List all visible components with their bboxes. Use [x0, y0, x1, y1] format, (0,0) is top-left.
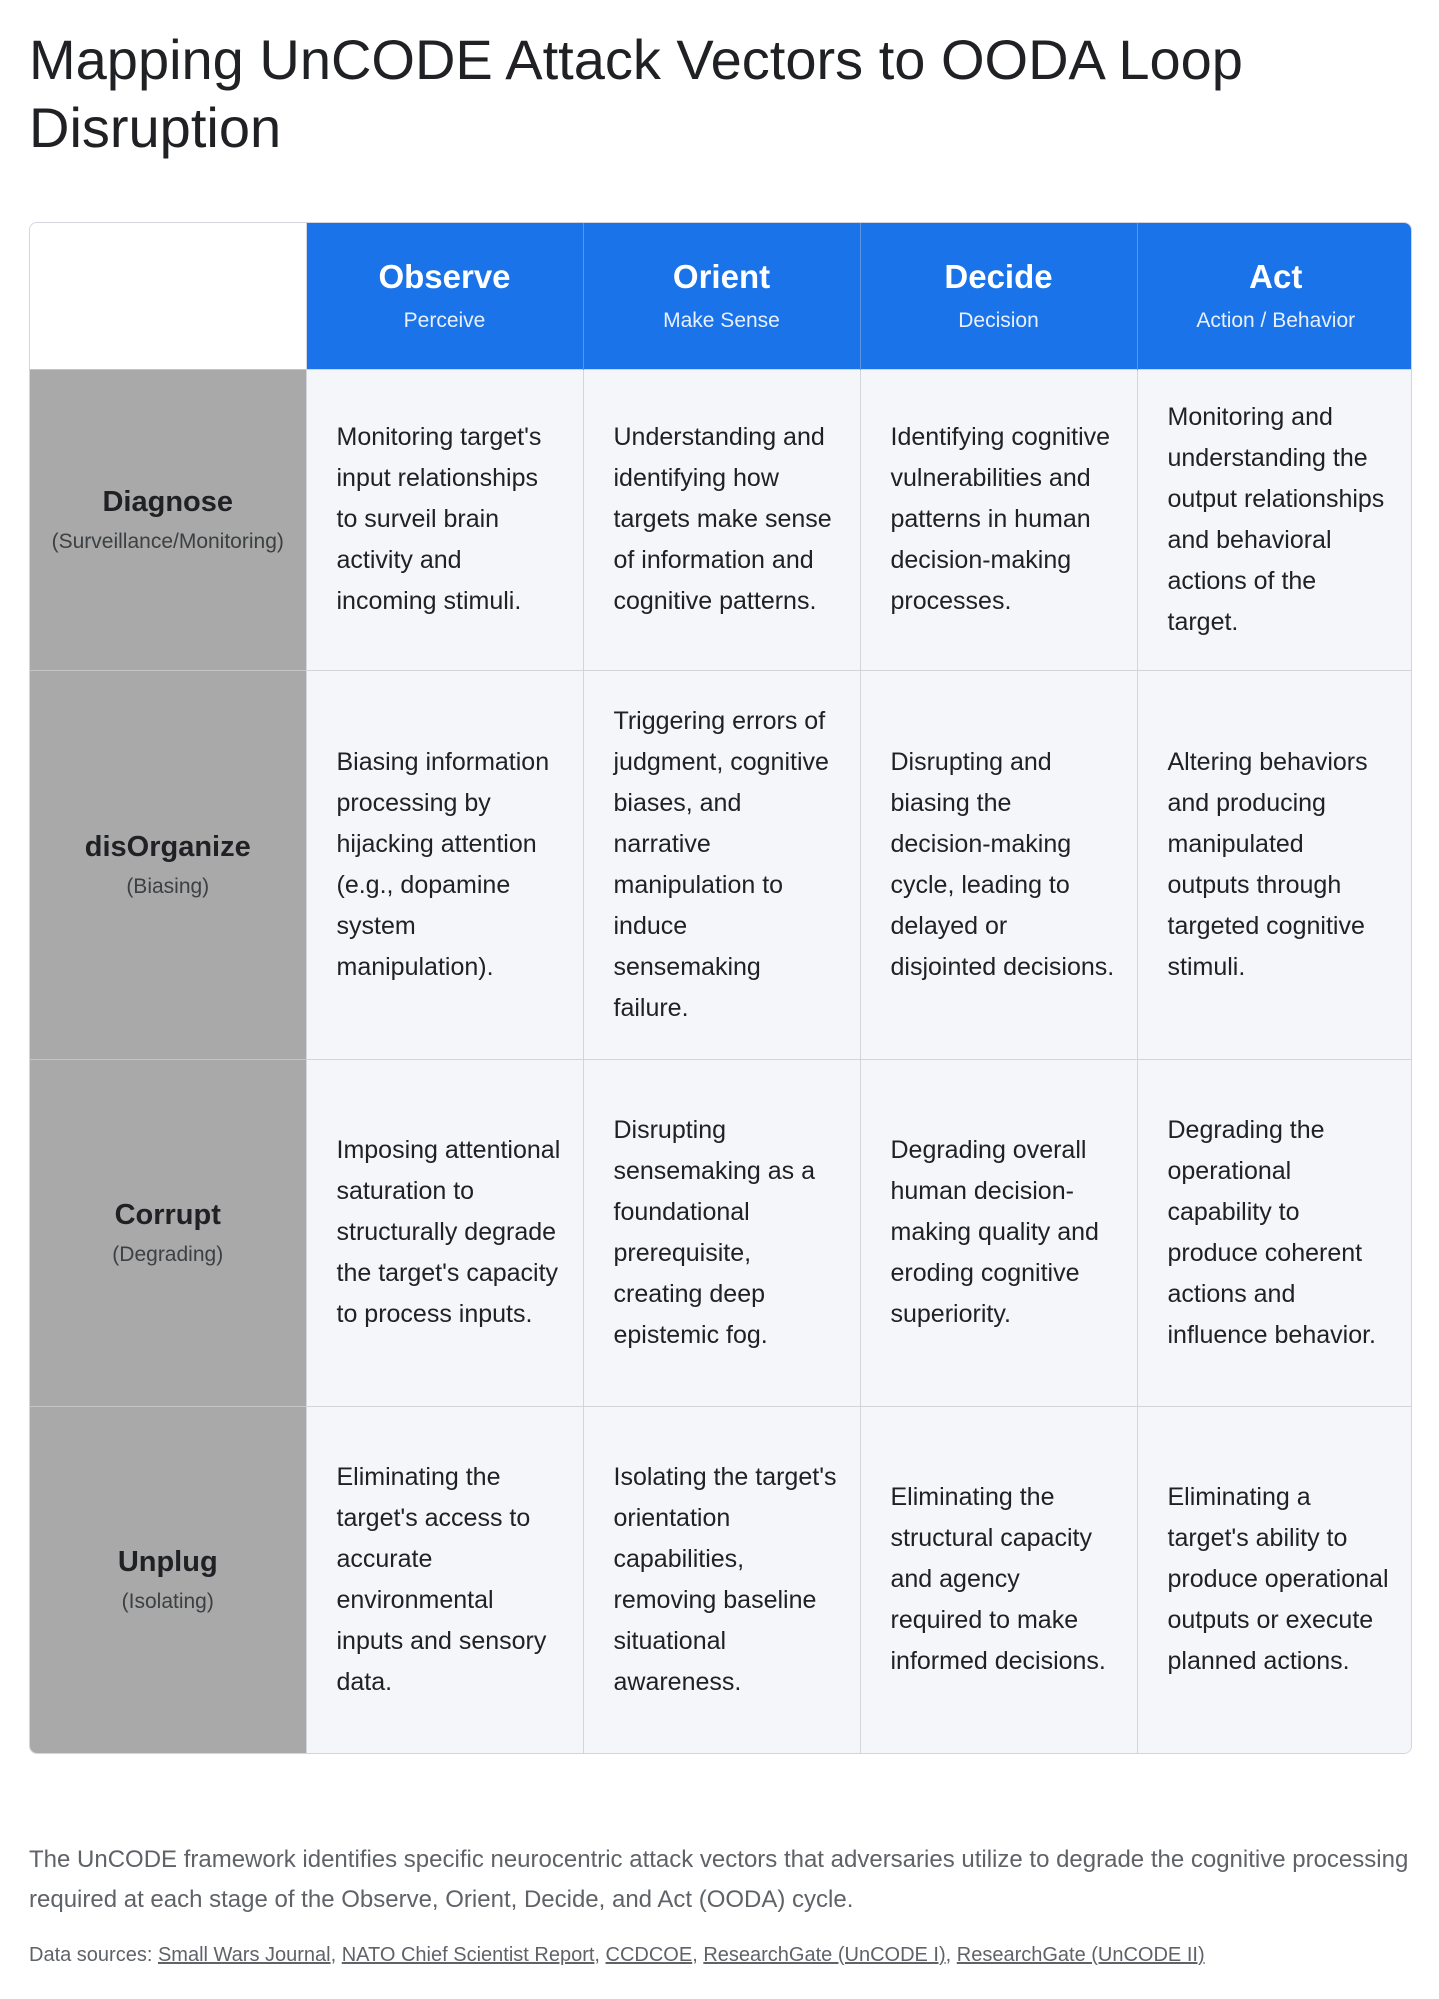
column-header-decide	[860, 223, 1137, 369]
column-header-name: Act	[1249, 257, 1303, 295]
column-header-subtitle: Perceive	[403, 308, 486, 332]
table-row-diagnose	[30, 369, 1412, 670]
column-header-subtitle: Action / Behavior	[1196, 308, 1356, 332]
table-row-corrupt	[30, 1059, 1412, 1406]
column-header-orient	[583, 223, 860, 369]
mapping-grid	[30, 223, 1412, 1753]
table-cell: Degrading overall human decision-making quality and eroding cognitive superiority.	[860, 1059, 1137, 1406]
table-cell: Imposing attentional saturation to structurally degrade the target's capacity to process inputs.	[306, 1059, 583, 1406]
column-header-subtitle: Decision	[958, 308, 1039, 332]
row-header-subtitle: (Degrading)	[112, 1242, 224, 1266]
corner-cell	[30, 223, 306, 369]
row-header-name: Unplug	[117, 1545, 218, 1578]
source-link-nato-report[interactable]: NATO Chief Scientist Report	[341, 1944, 595, 1966]
table-cell: Monitoring target's input relationships to surveil brain activity and incoming stimuli.	[306, 369, 583, 670]
row-header-subtitle: (Biasing)	[126, 874, 210, 898]
table-cell: Monitoring and understanding the output relationships and behavioral actions of the target.	[1137, 369, 1412, 670]
table-cell: Eliminating the structural capacity and agency required to make informed decisions.	[860, 1406, 1137, 1753]
row-header-disorganize	[30, 670, 306, 1059]
row-header-name: Corrupt	[114, 1198, 221, 1231]
table-row-unplug	[30, 1406, 1412, 1753]
table-cell: Identifying cognitive vulnerabilities and patterns in human decision-making processes.	[860, 369, 1137, 670]
sources-separator: ,	[330, 1944, 342, 1966]
table-cell: Degrading the operational capability to produce coherent actions and influence behavior.	[1137, 1059, 1412, 1406]
column-header-act	[1137, 223, 1412, 369]
column-header-name: Decide	[944, 257, 1053, 295]
row-header-name: disOrganize	[84, 830, 251, 863]
table-cell: Altering behaviors and producing manipulated outputs through targeted cognitive stimuli.	[1137, 670, 1412, 1059]
source-link-researchgate-uncode-2[interactable]: ResearchGate (UnCODE II)	[956, 1944, 1205, 1966]
table-row-disorganize	[30, 670, 1412, 1059]
sources-label: Data sources:	[29, 1944, 158, 1966]
row-header-subtitle: (Surveillance/Monitoring)	[51, 529, 284, 553]
sources-separator: ,	[594, 1944, 606, 1966]
table-cell: Disrupting and biasing the decision-making cycle, leading to delayed or disjointed decisions.	[860, 670, 1137, 1059]
column-header-name: Observe	[378, 257, 511, 295]
column-header-observe	[306, 223, 583, 369]
source-link-ccdcoe[interactable]: CCDCOE	[605, 1944, 693, 1966]
column-header-name: Orient	[672, 257, 771, 295]
attack-vector-table	[29, 222, 1412, 1754]
row-header-diagnose	[30, 369, 306, 670]
page-title: Mapping UnCODE Attack Vectors to OODA Loop Disruption	[29, 28, 1243, 159]
source-link-small-wars-journal[interactable]: Small Wars Journal	[157, 1944, 331, 1966]
table-caption: The UnCODE framework identifies specific neurocentric attack vectors that adversaries utilize to degrade the cognitive processing required at each stage of the Observe, Orient, Decide, and Act (OODA) cycle.	[29, 1846, 1409, 1913]
data-sources	[29, 1940, 1419, 1970]
table-cell: Eliminating the target's access to accurate environmental inputs and sensory data.	[306, 1406, 583, 1753]
table-cell: Disrupting sensemaking as a foundational prerequisite, creating deep epistemic fog.	[583, 1059, 860, 1406]
row-header-subtitle: (Isolating)	[121, 1589, 214, 1613]
table-cell: Eliminating a target's ability to produce operational outputs or execute planned actions.	[1137, 1406, 1412, 1753]
column-header-subtitle: Make Sense	[663, 308, 780, 332]
row-header-unplug	[30, 1406, 306, 1753]
table-cell: Understanding and identifying how targets make sense of information and cognitive patterns.	[583, 369, 860, 670]
sources-separator: ,	[692, 1944, 704, 1966]
table-cell: Biasing information processing by hijacking attention (e.g., dopamine system manipulation).	[306, 670, 583, 1059]
row-header-name: Diagnose	[102, 485, 234, 518]
source-link-researchgate-uncode-1[interactable]: ResearchGate (UnCODE I)	[703, 1944, 946, 1966]
table-cell: Isolating the target's orientation capabilities, removing baseline situational awareness.	[583, 1406, 860, 1753]
sources-separator: ,	[945, 1944, 957, 1966]
table-cell: Triggering errors of judgment, cognitive biases, and narrative manipulation to induce sensemaking failure.	[583, 670, 860, 1059]
row-header-corrupt	[30, 1059, 306, 1406]
header-row	[30, 223, 1412, 369]
